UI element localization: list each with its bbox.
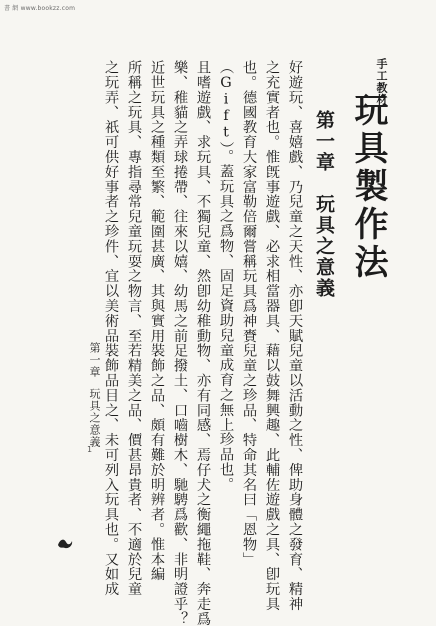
body-line: 之充實者也。惟旣事遊戲、必求相當器具、藉以鼓舞興趣、此輔佐遊戲之具、卽玩具	[264, 60, 280, 612]
body-line: 所稱之玩具、專指尋常兒童玩耍之物言、至若精美之品、價甚昂貴者、不適於兒童	[126, 60, 142, 597]
page-number: 1	[87, 445, 93, 454]
body-line: 且嗜遊戲、求玩具、不獨兒童、然卽幼稚動物、亦有同感、焉仔犬之衡繩拖鞋、奔走爲	[195, 60, 211, 626]
body-line: 近世玩具之種類至繁、範圍甚廣、其與實用裝飾之品、頗有難於明辨者。惟本編	[149, 60, 165, 582]
footer-chapter: 第一章	[88, 342, 101, 378]
book-title: 玩具製作法	[348, 92, 388, 282]
body-line: 樂、稚貓之弄球捲帶、往來以嬉、幼馬之前足撥土、口嚙樹木、馳騁爲歡、非明證乎？	[172, 60, 188, 626]
body-line: 之玩弄、祇可供好事者之珍件、宜以美術品裝飾品目之、未可列入玩具也。又如成	[103, 60, 119, 597]
chapter-heading: 第一章 玩具之意義	[313, 110, 335, 299]
body-line: 好遊玩、喜嬉戲、乃兒童之天性、亦卽天賦兒童以活動之性、俾助身體之發育、精神	[287, 60, 303, 612]
ink-mark-icon	[56, 536, 74, 550]
watermark: 書 網 www.bookzz.com	[4, 5, 76, 12]
body-line: 也。德國教育大家富勒倍爾嘗稱玩具爲神賚兒童之珍品、特命其名曰「恩物」	[241, 60, 257, 567]
footer-section: 玩具之意義	[88, 388, 101, 448]
body-line: （Gift）。蓋玩具之爲物、固足資助兒童成育之無上珍品也。	[218, 60, 234, 492]
running-footer	[86, 342, 102, 448]
subject-label: 手工教材	[375, 58, 388, 106]
